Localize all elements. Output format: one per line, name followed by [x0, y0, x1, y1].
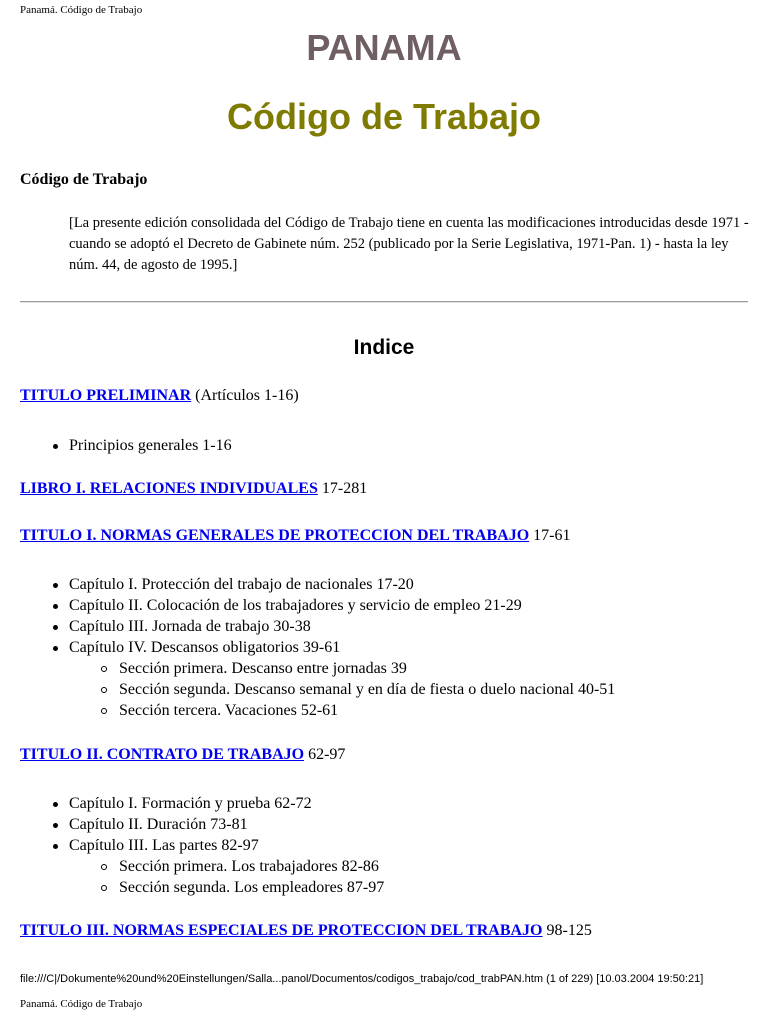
sublist	[69, 658, 615, 721]
list-item	[0, 637, 615, 721]
sublist-item	[69, 856, 384, 877]
link-titulo-i[interactable]: TITULO I. NORMAS GENERALES DE PROTECCION DEL TRABAJO	[20, 527, 530, 544]
index-entry-titulo-ii	[20, 746, 345, 764]
list-titulo-ii	[0, 793, 384, 898]
entry-range: (Artículos 1-16)	[191, 387, 299, 404]
sublist-item-label: Sección segunda. Descanso semanal y en día de fiesta o duelo nacional 40-51	[119, 681, 616, 698]
list-titulo-i	[0, 574, 615, 721]
circle-bullet-icon	[101, 708, 107, 714]
list-titulo-preliminar	[0, 435, 232, 456]
list-item-label: Capítulo III. Las partes 82-97	[69, 837, 259, 854]
entry-range: 62-97	[304, 746, 346, 763]
list-item-label: Capítulo III. Jornada de trabajo 30-38	[69, 618, 311, 635]
document-subtitle: Código de Trabajo	[20, 171, 148, 188]
list-item	[0, 435, 232, 456]
index-heading: Indice	[353, 336, 415, 359]
link-titulo-iii[interactable]: TITULO III. NORMAS ESPECIALES DE PROTECCION DEL TRABAJO	[20, 922, 543, 939]
sublist-item-label: Sección tercera. Vacaciones 52-61	[119, 702, 339, 719]
sublist-item	[69, 877, 384, 898]
circle-bullet-icon	[101, 687, 107, 693]
index-entry-titulo-preliminar	[20, 387, 299, 405]
link-titulo-ii[interactable]: TITULO II. CONTRATO DE TRABAJO	[20, 746, 305, 763]
page-header: Panamá. Código de Trabajo	[20, 4, 143, 16]
bullet-icon	[53, 444, 58, 449]
edition-note: [La presente edición consolidada del Código de Trabajo tiene en cuenta las modificaciones introducidas desde 1971 - cuando se adoptó el Decreto de Gabinete núm. 252 (publicado por la Serie Legislativa, 1971-Pan. 1) - hasta la ley núm. 44, de agosto de 1995.]	[69, 215, 749, 273]
sublist-item	[69, 679, 615, 700]
link-libro-i[interactable]: LIBRO I. RELACIONES INDIVIDUALES	[20, 480, 318, 497]
index-entry-libro-i	[20, 480, 367, 498]
list-item	[0, 616, 615, 637]
list-item	[0, 595, 615, 616]
list-item	[0, 793, 384, 814]
sublist-item	[69, 700, 615, 721]
sublist	[69, 856, 384, 898]
country-title: PANAMA	[306, 27, 462, 68]
bullet-icon	[53, 583, 58, 588]
bullet-icon	[53, 646, 58, 651]
bullet-icon	[53, 844, 58, 849]
bullet-icon	[53, 823, 58, 828]
sublist-item-label: Sección primera. Descanso entre jornadas 39	[119, 660, 407, 677]
list-item	[0, 835, 384, 898]
link-titulo-preliminar[interactable]: TITULO PRELIMINAR	[20, 387, 192, 404]
bullet-icon	[53, 604, 58, 609]
list-item	[0, 814, 384, 835]
entry-range: 17-61	[529, 527, 571, 544]
list-item-label: Capítulo II. Duración 73-81	[69, 816, 248, 833]
list-item-label: Capítulo I. Formación y prueba 62-72	[69, 795, 312, 812]
circle-bullet-icon	[101, 666, 107, 672]
index-entry-titulo-i	[20, 527, 570, 545]
list-item-label: Principios generales 1-16	[69, 437, 232, 454]
footer-title: Panamá. Código de Trabajo	[20, 998, 143, 1010]
bullet-icon	[53, 802, 58, 807]
list-item-label: Capítulo II. Colocación de los trabajadores y servicio de empleo 21-29	[69, 597, 522, 614]
circle-bullet-icon	[101, 885, 107, 891]
sublist-item	[69, 658, 615, 679]
bullet-icon	[53, 625, 58, 630]
horizontal-divider	[20, 301, 748, 303]
list-item-label: Capítulo I. Protección del trabajo de nacionales 17-20	[69, 576, 414, 593]
code-title: Código de Trabajo	[226, 96, 541, 137]
sublist-item-label: Sección primera. Los trabajadores 82-86	[119, 858, 379, 875]
index-entry-titulo-iii	[20, 922, 592, 940]
list-item	[0, 574, 615, 595]
footer-file-url: file:///C|/Dokumente%20und%20Einstellungen/Salla...panol/Documentos/codigos_trabajo/cod_trabPAN.htm (1 of 229) [10.03.2004 19:50:21]	[20, 973, 704, 985]
entry-range: 17-281	[317, 480, 368, 497]
sublist-item-label: Sección segunda. Los empleadores 87-97	[119, 879, 385, 896]
list-item-label: Capítulo IV. Descansos obligatorios 39-61	[69, 639, 341, 656]
circle-bullet-icon	[101, 864, 107, 870]
entry-range: 98-125	[542, 922, 592, 939]
